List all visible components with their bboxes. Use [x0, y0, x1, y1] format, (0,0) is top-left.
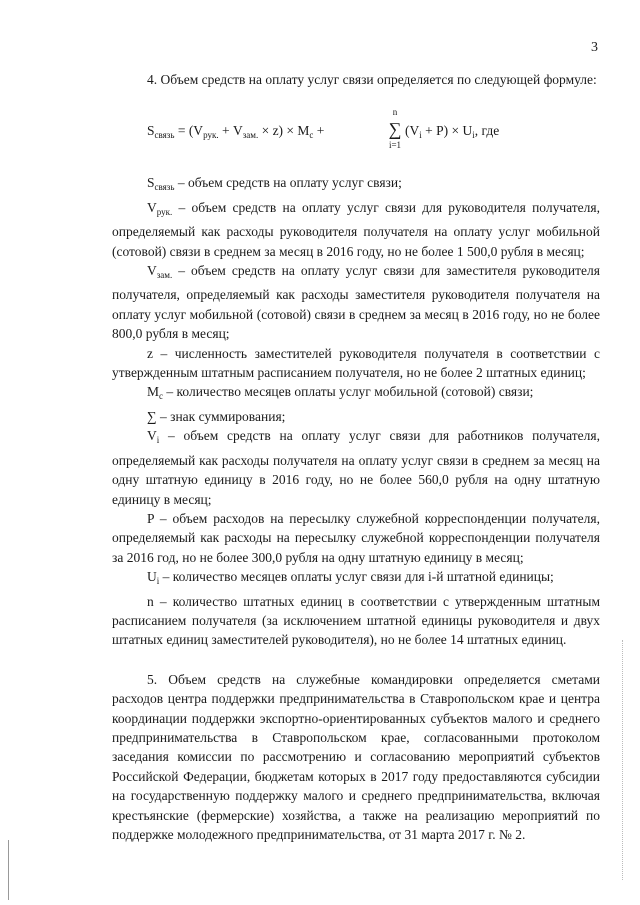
sum-operator: n ∑ i=1 — [388, 107, 402, 151]
formula-left: $S_{связь} = (V_{рук.} + V_{зам.} \times z) \times M_c$ + — [147, 123, 325, 141]
definitions-list — [112, 173, 600, 649]
definition-item: z – численность заместителей руководителя получателя в соответствии с утвержденным штатным расписанием получателя, но не более 2 штатных единиц; — [112, 345, 600, 381]
definition-item: P – объем расходов на пересылку служебной корреспонденции получателя, определяемый как расходы на пересылку служебной корреспонденции получателя за 2016 год, но не более 300,0 рубля на одну штатную единицу в месяц; — [112, 510, 600, 565]
definition-item: $V_{рук.}$ – объем средств на оплату услуг связи для руководителя получателя, определяемый как расходы руководителя получателя на оплату услуг мобильной (сотовой) связи в среднем за месяц в 2016 году, но не более 1 500,0 рубля в месяц; — [112, 199, 600, 259]
definition-item: $U_i$ – количество месяцев оплаты услуг связи для i-й штатной единицы; — [147, 569, 554, 587]
document-body — [112, 70, 600, 844]
formula — [147, 107, 600, 155]
formula-right: $(V_i + P) \times U_i$, где — [405, 123, 500, 141]
item4-intro: 4. Объем средств на оплату услуг связи определяется по следующей формуле: — [147, 72, 597, 87]
definition-item: $V_i$ – объем средств на оплату услуг связи для работников получателя, определяемый как расходы получателя на оплату услуг связи в среднем за месяц на одну штатную единицу в 2016 году, но не более 560,0 рубля на одну штатную единицу в месяц; — [112, 428, 600, 507]
paragraph-spacer — [112, 650, 600, 670]
definition-item: ∑ – знак суммирования; — [147, 408, 286, 424]
definition-item: $S_{связь}$ – объем средств на оплату услуг связи; — [147, 175, 402, 193]
scan-margin-mark — [622, 640, 624, 880]
definition-item: $M_c$ – количество месяцев оплаты услуг мобильной (сотовой) связи; — [147, 384, 534, 402]
definition-item: $V_{зам.}$ – объем средств на оплату услуг связи для заместителя руководителя получателя, определяемый как расходы заместителя руководителя получателя на оплату услуг мобильной (сотовой) связи в среднем за месяц в 2016 году, но не более 800,0 рубля в месяц; — [112, 263, 600, 342]
page-number: 3 — [591, 40, 598, 55]
item5-paragraph: 5. Объем средств на служебные командировки определяется сметами расходов центра поддержки предпринимательства в Ставропольском крае и центра координации поддержки экспортно-ориентированных субъектов малого и среднего предпринимательства в Ставропольском крае, согласованными протоколом заседания комиссии по рассмотрению и согласованию мероприятий субъектов Российской Федерации, бюджетам которых в 2017 году предоставляются субсидии на государственную поддержку малого и среднего предпринимательства, включая крестьянские (фермерские) хозяйства, а также на реализацию мероприятий по поддержке молодежного предпринимательства, от 31 марта 2017 г. № 2. — [112, 671, 600, 842]
definition-item: n – количество штатных единиц в соответствии с утвержденным штатным расписанием получателя (за исключением штатной единицы руководителя и двух штатных единиц заместителей руководителя), но не более 14 штатных единиц. — [112, 593, 600, 648]
scan-edge-mark — [8, 840, 10, 900]
